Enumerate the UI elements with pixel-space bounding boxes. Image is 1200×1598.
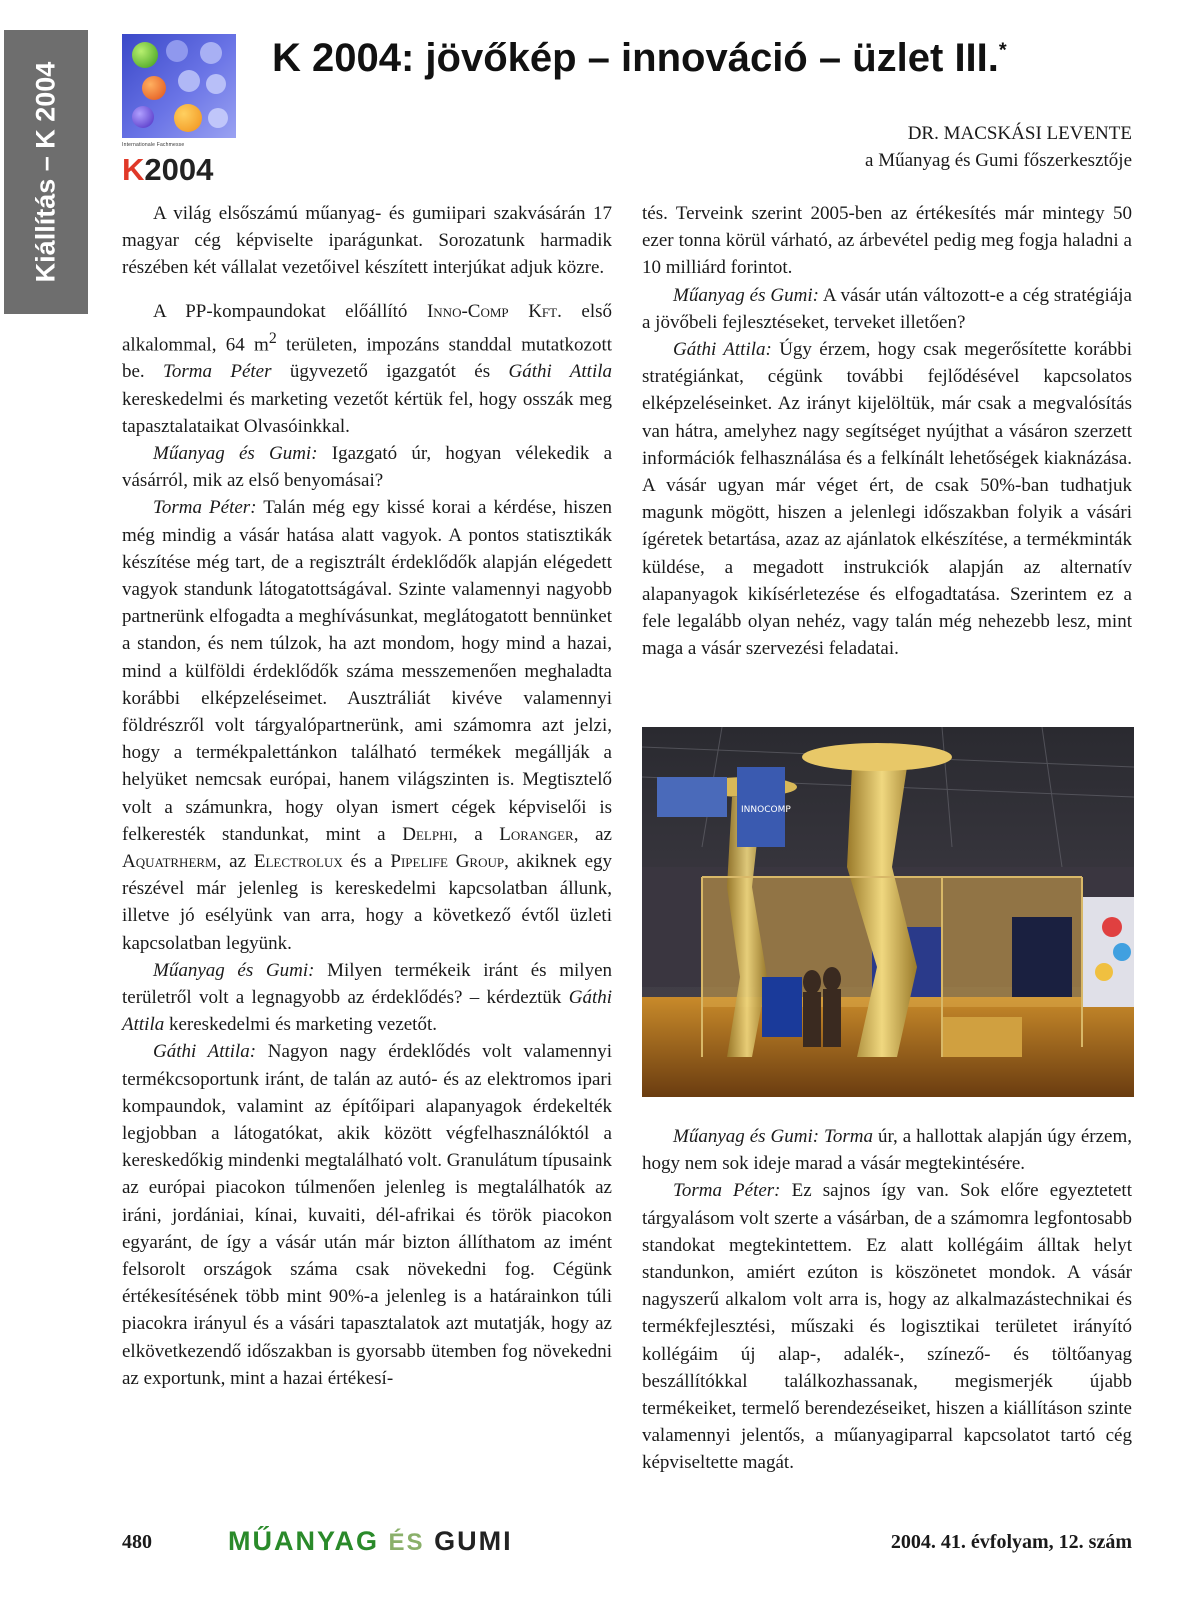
speaker-label: Torma Péter:: [153, 497, 257, 519]
speaker-label: Gáthi Attila:: [153, 1041, 257, 1063]
speaker-label: Gáthi Attila:: [673, 339, 772, 361]
text-run: . első alkalommal, 64 m: [122, 300, 612, 356]
right-column-lower: [642, 1123, 1132, 1477]
interview-answer: [642, 336, 1132, 662]
answer-text: Talán még egy kissé korai a kérdése, hiszen még mindig a vásár hatása alatt vagyok. A pontos statisztikák készítése még tart, de a regisztrált érdeklődők alapján elégedett vagyok standunk látogatottságával. Szinte valamennyi nagyobb partnerünk elfogadta a meghívásunkat, meglátogatott bennünket a standon, és nem túlzok, ha azt mondom, hogy mind a hazai, mind a külföldi érdeklődők száma messzemenően meghaladta korábbi elképzeléseimet. Ausztráliát kivéve valamennyi földrészről volt tárgyalópartnerünk, ami számomra azt jelzi, hogy a termékpalettánkon található termékek megállják a helyüket nemcsak európai, hanem világszinten is. Megtisztelő volt a számunkra, hogy olyan ismert cégek képviselői is felkeresték standunkat, mint a: [122, 497, 612, 845]
question-text: Igazgató úr, hogyan vélekedik a vásárról, mik az első benyomásai?: [122, 442, 612, 492]
answer-text: , akiknek egy részével már jelenleg is kereskedelmi kapcsolatban állunk, illetve jó esélyünk van arra, hogy a következő évtől üzleti kapcsolatban legyünk.: [122, 851, 613, 954]
journal-wordmark-part: MŰANYAG: [228, 1526, 380, 1556]
company-name: Delphi: [402, 823, 453, 845]
k2004-logo: [122, 34, 236, 187]
text-run: , a: [452, 823, 500, 845]
answer-continuation: tés. Terveink szerint 2005-ben az értékesítés már mintegy 50 ezer tonna körül várható, az árbevétel pedig meg fogja haladni a 10 milliárd forintot.: [642, 203, 1132, 279]
text-run: és a: [342, 851, 391, 872]
right-column: [642, 200, 1132, 662]
answer-text: Nagyon nagy érdeklődés volt valamennyi termékcsoportunk iránt, de talán az autó- és az elektromos ipari kompaundok, valamint az építőipari alapanyagok érdekelték legjobban a látogatókat, akik között végfelhasználóktól a kereskedőkig mindenki megtalálható volt. Granulátum típusaink az európai piacokon túlmenően jelenleg is megtalálhatók az iráni, jordániai, kínai, kuvaiti, dél-afrikai és török piacokon egyaránt, de így a vásár után már bizton állíthatom az imént felsorolt országok száma csak növekedni fog. Cégünk értékesítésének több mint 90%-a jelenleg is a határainkon túli piacokra irányul és a vásári tapasztalatok azt mutatják, hogy az elkövetkezendő időszakban is gyorsabb ütemben fog növekedni az exportunk, mint a hazai értékesí-: [122, 1041, 612, 1389]
journal-wordmark-part: GUMI: [434, 1526, 513, 1556]
article-title-text: K 2004: jövőkép – innováció – üzlet III.: [272, 36, 999, 80]
interview-answer: [642, 1177, 1132, 1476]
interview-question: [642, 282, 1132, 336]
answer-text: Ez sajnos így van. Sok előre egyeztetett tárgyalásom volt szerte a vásárban, de a számomra legfontosabb standokat megtekintettem. Ez alatt kollégáim álltak helyt standunkon, amiért ezúton is köszönetet mondok. A vásár nagyszerű alkalom volt arra is, hogy az alkalmazástechnikai és termékfejlesztési, műszaki és logisztikai területet irányító kollégáim új alap-, adalék-, színező- és töltőanyag beszállítókkal találkozhassanak, megismerjék újabb termékeiket, termelő berendezéseiket, hiszen a kiállításon szinte valamennyi jelentős, a műanyagiparral kapcsolatot tartó cég képviseltette magát.: [642, 1180, 1132, 1474]
page-footer: [0, 1528, 1200, 1568]
interview-answer: [122, 1038, 612, 1392]
text-run: kereskedelmi és marketing vezetőt kértük fel, hogy osszák meg tapasztalataikat Olvasóinkkal.: [122, 388, 612, 437]
issue-info: 2004. 41. évfolyam, 12. szám: [890, 1531, 1132, 1553]
person-name: Torma: [824, 1126, 873, 1147]
journal-wordmark: [228, 1526, 513, 1557]
interview-answer: [122, 494, 612, 956]
question-text: kereskedelmi és marketing vezetőt.: [164, 1014, 437, 1036]
interview-question: [122, 957, 612, 1039]
logo-subtitle: Internationale Fachmesse: [122, 142, 185, 148]
text-run: A PP-kompaundokat előállító: [153, 300, 427, 322]
article-lead: A világ elsőszámú műanyag- és gumiipari szakvásárán 17 magyar cég képviselte iparágunkat. Sorozatunk harmadik részében két vállalat vezetőivel készített interjúkat adjuk közre.: [122, 203, 612, 279]
stand-sign-text: INNOCOMP: [741, 805, 791, 815]
author-byline: [865, 120, 1132, 174]
page-number: 480: [122, 1531, 152, 1553]
person-name: Gáthi Attila: [122, 987, 612, 1036]
article-title: [272, 36, 1007, 81]
company-name: Aquatrherm: [122, 851, 217, 872]
interview-question: [642, 1123, 1132, 1177]
person-name: Gáthi Attila: [508, 361, 612, 383]
answer-text: Úgy érzem, hogy csak megerősítette korábbi stratégiánkat, cégünk további fejlődésével kapcsolatos elképzeléseinket. Az irányt kijelöltük, már csak a megvalósítás van hátra, amelyhez nagy segítséget nyújthat a vásáron szerzett információk felhasználása és a felkínált lehetőségek kiaknázása. A vásár ugyan már véget ért, de csak 50%-ban tudhatjuk magunk mögött, hiszen a jelenlegi időszakban folyik a vásári ígéretek betartása, azaz az ajánlatok elkészítése, a termékminták küldése, a megadott instrukciók alapján az alternatív alapanyagok kikísérletezése és elfogadtatása. Szerintem ez a fele legalább olyan nehéz, vagy talán még nehezebb lesz, mint maga a vásár szervezési feladatai.: [642, 339, 1132, 660]
company-name: Pipelife Group: [390, 851, 505, 872]
speaker-label: Torma Péter:: [673, 1180, 781, 1202]
logo-k-letter: K: [122, 152, 145, 187]
author-name: DR. MACSKÁSI LEVENTE: [907, 123, 1132, 144]
company-name: Inno-Comp Kft: [426, 300, 558, 322]
speaker-label: Műanyag és Gumi:: [153, 442, 318, 464]
logo-wordmark: [122, 152, 213, 188]
interview-question: [122, 440, 612, 494]
question-text: A vásár után változott-e a cég stratégiája a jövőbeli fejlesztéseket, terveket illetően?: [642, 284, 1132, 333]
stand-photo-illustration: [642, 727, 1134, 1097]
person-name: Torma Péter: [163, 361, 272, 383]
speaker-label: Műanyag és Gumi:: [673, 284, 819, 306]
section-side-tab-label: Kiállítás – K 2004: [30, 61, 61, 283]
text-run: , az: [216, 851, 254, 872]
speaker-label: Műanyag és Gumi:: [153, 959, 315, 981]
molecule-logo-icon: [122, 34, 236, 138]
article-title-footnote-mark: *: [998, 39, 1007, 62]
text-run: , az: [573, 823, 612, 845]
company-name: Loranger: [499, 823, 574, 845]
section-side-tab: [4, 30, 88, 314]
logo-year: 2004: [144, 152, 214, 187]
paragraph-introduction: [122, 298, 612, 440]
superscript: 2: [268, 329, 277, 347]
exhibition-stand-photo: [642, 727, 1134, 1097]
journal-wordmark-part: ÉS: [388, 1529, 425, 1556]
author-role: a Műanyag és Gumi főszerkesztője: [865, 150, 1132, 171]
company-name: Electrolux: [253, 851, 343, 872]
question-text: Milyen termékeik iránt és milyen területről volt a legnagyobb az érdeklődés? – kérdeztük: [122, 959, 612, 1009]
left-column: [122, 200, 612, 1392]
text-run: ügyvezető igazgatót és: [271, 361, 509, 383]
text-run: területen, impozáns standdal mutatkozott be.: [122, 334, 612, 383]
speaker-label: Műanyag és Gumi:: [673, 1126, 820, 1147]
question-text: úr, a hallottak alapján úgy érzem, hogy nem sok ideje marad a vásár megtekintésére.: [642, 1126, 1132, 1175]
